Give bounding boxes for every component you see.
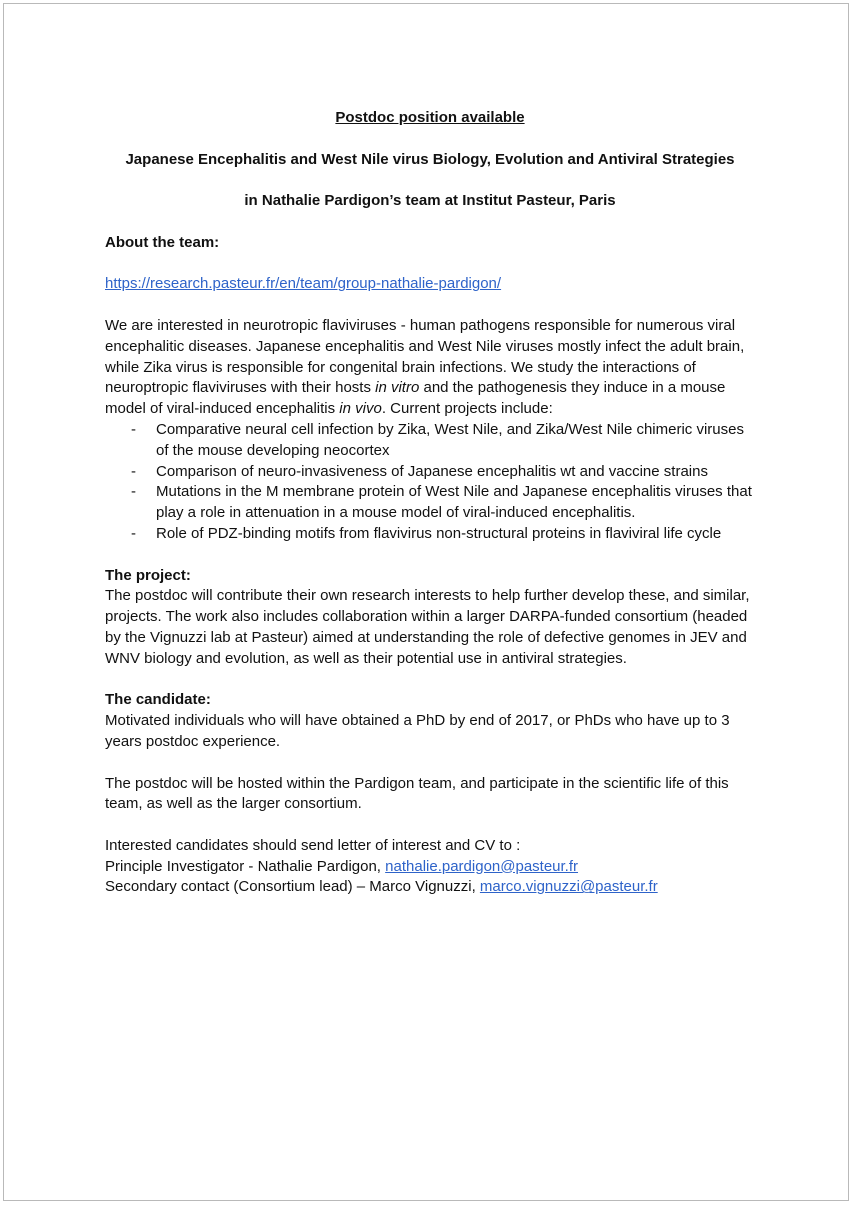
pi-contact-line: [105, 857, 755, 878]
pi-email-link[interactable]: nathalie.pardigon@pasteur.fr: [385, 857, 579, 875]
intro-text-1: We are interested in neurotropic flaviviruses - human pathogens responsible for numerous viral encephalitic diseases. Japanese encephalitis and West Nile viruses mostly infect the adult brain, while Zika virus is responsible for congenital brain infections. We study the interactions of neuroptropic flaviviruses with their hosts: [105, 316, 745, 397]
secondary-contact-line: [105, 877, 755, 898]
list-item-text: Comparison of neuro-invasiveness of Japanese encephalitis wt and vaccine strains: [156, 462, 708, 480]
bullet-dash: -: [131, 420, 136, 438]
list-item-text: Comparative neural cell infection by Zika, West Nile, and Zika/West Nile chimeric viruses of the mouse developing neocortex: [156, 420, 744, 459]
document-content: [105, 108, 755, 898]
bullet-dash: -: [131, 483, 136, 501]
intro-italic-in-vivo: in vivo: [339, 400, 382, 418]
hosting-paragraph: The postdoc will be hosted within the Pardigon team, and participate in the scientific life of this team, as well as the larger consortium.: [105, 774, 729, 813]
list-item: [105, 420, 755, 462]
intro-text-2: and the pathogenesis they induce in a mouse model of viral-induced encephalitis: [105, 379, 726, 418]
contact-intro: Interested candidates should send letter of interest and CV to :: [105, 836, 521, 854]
intro-paragraph: [105, 316, 755, 420]
page-heading: Postdoc position available: [335, 109, 525, 126]
list-item: [105, 524, 755, 545]
candidate-paragraph: Motivated individuals who will have obtained a PhD by end of 2017, or PhDs who have up to 3 years postdoc experience.: [105, 712, 730, 750]
projects-list: [105, 420, 755, 545]
list-item-text: Mutations in the M membrane protein of West Nile and Japanese encephalitis viruses that play a role in attenuation in a mouse model of viral-induced encephalitis.: [156, 483, 752, 522]
document-page: [3, 3, 849, 1201]
position-subtitle: Japanese Encephalitis and West Nile virus Biology, Evolution and Antiviral Strategies: [125, 150, 735, 168]
team-line: in Nathalie Pardigon’s team at Institut Pasteur, Paris: [244, 192, 616, 210]
team-url-link[interactable]: https://research.pasteur.fr/en/team/group-nathalie-pardigon/: [105, 275, 502, 293]
list-item-text: Role of PDZ-binding motifs from flavivirus non-structural proteins in flaviviral life cycle: [156, 524, 722, 542]
bullet-dash: -: [131, 524, 136, 542]
bullet-dash: -: [131, 462, 136, 480]
project-heading: The project:: [105, 566, 191, 584]
intro-italic-in-vitro: in vitro: [375, 379, 420, 397]
candidate-heading: The candidate:: [105, 691, 211, 709]
secondary-email-link[interactable]: marco.vignuzzi@pasteur.fr: [479, 878, 658, 896]
intro-text-3: . Current projects include:: [381, 400, 553, 418]
list-item: [105, 462, 755, 483]
project-paragraph: The postdoc will contribute their own research interests to help further develop these, and similar, projects. The work also includes collaboration within a larger DARPA-funded consortium (headed by the Vignuzzi lab at Pasteur) aimed at understanding the role of defective genomes in JEV and WNV biology and evolution, as well as their potential use in antiviral strategies.: [105, 587, 750, 667]
secondary-contact-label: Secondary contact (Consortium lead) – Marco Vignuzzi,: [105, 878, 480, 896]
about-team-heading: About the team:: [105, 233, 220, 251]
list-item: [105, 482, 755, 524]
pi-contact-label: Principle Investigator - Nathalie Pardigon,: [105, 857, 386, 875]
